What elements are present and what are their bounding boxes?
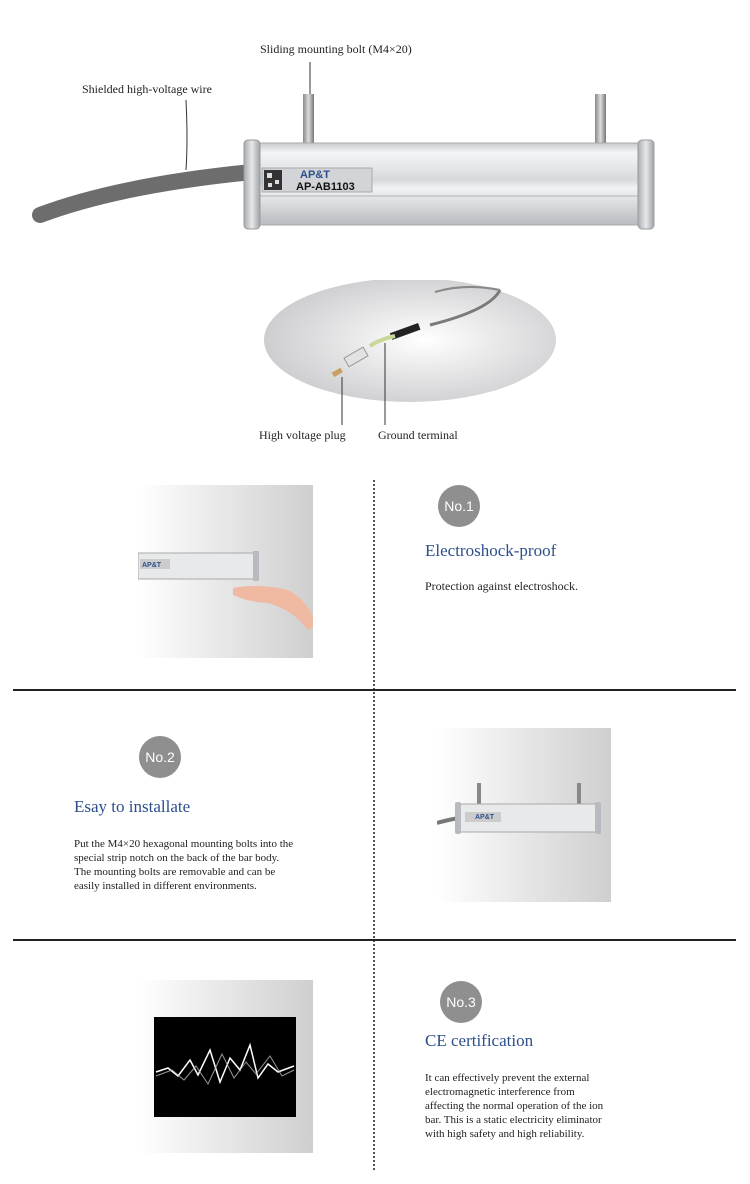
feature-2-line: Put the M4×20 hexagonal mounting bolts into the — [74, 838, 294, 850]
feature-3-line: with high safety and high reliability. — [425, 1128, 585, 1140]
badge-no3: No.3 — [440, 981, 482, 1023]
feature-2-image — [437, 728, 611, 902]
feature-3-line: affecting the normal operation of the ion — [425, 1100, 604, 1112]
feature-2-line: easily installed in different environments. — [74, 880, 257, 892]
vertical-divider — [373, 480, 375, 1170]
feature-2-title: Esay to installate — [74, 797, 191, 816]
feature-3-line: bar. This is a static electricity eliminator — [425, 1114, 602, 1126]
feature-3-title: CE certification — [425, 1031, 534, 1050]
feature-3-text — [425, 1071, 635, 1141]
feature-3-image — [138, 980, 313, 1153]
plug-diagram — [250, 280, 570, 430]
feature-1-image — [138, 485, 313, 658]
divider-2 — [13, 939, 736, 941]
ground-label: Ground terminal — [378, 428, 458, 442]
divider-1 — [13, 689, 736, 691]
feature-2-line: special strip notch on the back of the bar body. — [74, 852, 280, 864]
bar-brand-text: AP&T — [300, 169, 330, 181]
feature-1-bar-brand: AP&T — [142, 562, 162, 569]
feature-2-text — [74, 837, 334, 893]
wire-label: Shielded high-voltage wire — [82, 82, 212, 96]
plug-label: High voltage plug — [259, 428, 346, 442]
feature-1-title: Electroshock-proof — [425, 541, 557, 560]
feature-3-line: electromagnetic interference from — [425, 1086, 575, 1098]
badge-no2: No.2 — [139, 736, 181, 778]
feature-3-line: It can effectively prevent the external — [425, 1072, 590, 1084]
ion-bar-diagram — [0, 0, 750, 240]
bar-model-text: AP-AB1103 — [296, 181, 355, 193]
mounting-bolt-label: Sliding mounting bolt (M4×20) — [260, 42, 412, 56]
feature-1-text: Protection against electroshock. — [425, 579, 578, 593]
feature-2-line: The mounting bolts are removable and can be — [74, 866, 276, 878]
badge-no1: No.1 — [438, 485, 480, 527]
feature-2-bar-brand: AP&T — [475, 814, 495, 821]
